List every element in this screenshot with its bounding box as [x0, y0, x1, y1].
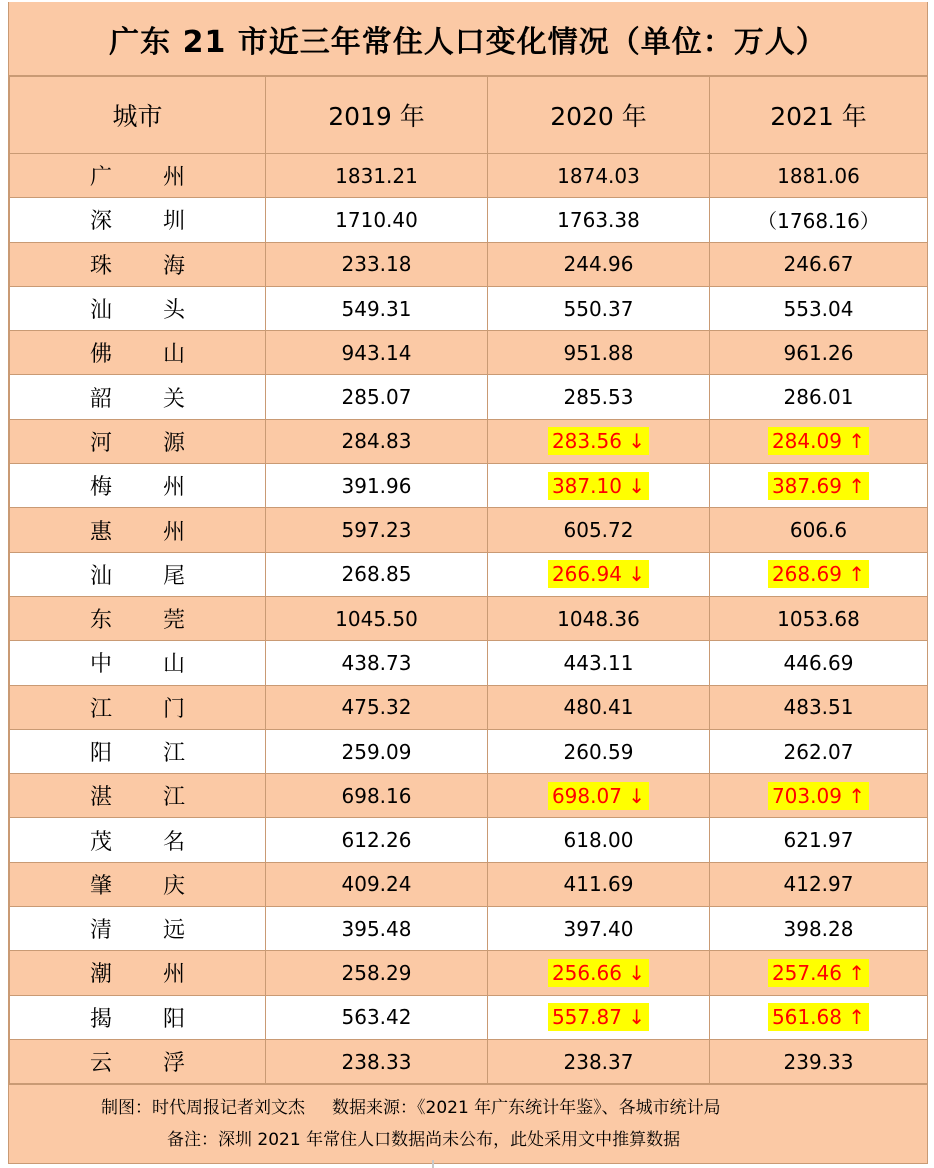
value-2021: 446.69 — [783, 650, 854, 675]
value-2019: 612.26 — [341, 828, 412, 853]
city-char-1: 江 — [90, 696, 113, 722]
city-cell — [10, 1039, 266, 1083]
value-2020: 605.72 — [563, 518, 634, 543]
city-cell — [10, 995, 266, 1039]
value-cell-2020 — [488, 331, 710, 375]
city-name — [90, 160, 185, 191]
city-char-2: 浮 — [162, 1051, 185, 1077]
value-2021: （1768.16） — [757, 209, 880, 234]
city-cell — [10, 286, 266, 330]
header-2019: 2019 年 — [266, 77, 488, 154]
value-2019: 395.48 — [341, 916, 412, 941]
table-row — [10, 685, 928, 729]
value-2021: 553.04 — [783, 296, 854, 321]
value-cell-2019 — [266, 552, 488, 596]
value-cell-2021 — [710, 419, 928, 463]
value-2019: 259.09 — [341, 739, 412, 764]
city-name — [90, 603, 185, 634]
value-cell-2019 — [266, 774, 488, 818]
value-2020: 1874.03 — [557, 163, 640, 188]
city-name — [90, 426, 185, 457]
table-row — [10, 596, 928, 640]
value-2019: 391.96 — [341, 473, 412, 498]
table-row — [10, 242, 928, 286]
city-char-1: 茂 — [90, 829, 113, 855]
value-cell-2019 — [266, 641, 488, 685]
value-cell-2020 — [488, 862, 710, 906]
value-cell-2019 — [266, 198, 488, 242]
value-cell-2019 — [266, 375, 488, 419]
city-char-2: 州 — [162, 165, 185, 191]
city-cell — [10, 198, 266, 242]
city-name — [90, 780, 185, 811]
value-cell-2019 — [266, 729, 488, 773]
city-char-2: 莞 — [162, 608, 185, 634]
city-char-1: 云 — [90, 1051, 113, 1077]
value-cell-2020 — [488, 198, 710, 242]
city-name — [90, 515, 185, 546]
value-cell-2019 — [266, 464, 488, 508]
value-cell-2021 — [710, 951, 928, 995]
value-cell-2020 — [488, 818, 710, 862]
value-2021: 239.33 — [783, 1049, 854, 1074]
value-cell-2021 — [710, 286, 928, 330]
value-2020: 397.40 — [563, 916, 634, 941]
city-cell — [10, 154, 266, 198]
value-cell-2021 — [710, 508, 928, 552]
value-2019: 563.42 — [341, 1005, 412, 1030]
city-name — [90, 293, 185, 324]
value-2021: 268.69 ↑ — [768, 560, 869, 588]
value-2020: 256.66 ↓ — [548, 959, 649, 987]
value-2019: 1710.40 — [335, 207, 418, 232]
table-row — [10, 641, 928, 685]
city-cell — [10, 774, 266, 818]
value-2020: 618.00 — [563, 828, 634, 853]
value-cell-2021 — [710, 464, 928, 508]
value-2021: 483.51 — [783, 695, 854, 720]
value-cell-2020 — [488, 951, 710, 995]
city-char-2: 江 — [162, 741, 185, 766]
value-cell-2020 — [488, 995, 710, 1039]
value-cell-2021 — [710, 729, 928, 773]
city-cell — [10, 685, 266, 729]
city-name — [90, 913, 185, 944]
value-2020: 238.37 — [563, 1049, 634, 1074]
value-2020: 1763.38 — [557, 207, 640, 232]
value-cell-2021 — [710, 641, 928, 685]
value-2021: 621.97 — [783, 828, 854, 853]
city-char-1: 揭 — [90, 1006, 113, 1032]
table-row — [10, 419, 928, 463]
city-char-1: 清 — [90, 918, 113, 944]
value-2020: 260.59 — [563, 739, 634, 764]
value-2021: 257.46 ↑ — [768, 959, 869, 987]
value-cell-2019 — [266, 154, 488, 198]
city-char-1: 佛 — [90, 342, 113, 368]
value-2021: 412.97 — [783, 872, 854, 897]
value-cell-2019 — [266, 242, 488, 286]
city-cell — [10, 464, 266, 508]
table-row — [10, 286, 928, 330]
table-row — [10, 464, 928, 508]
value-2021: 398.28 — [783, 916, 854, 941]
city-char-2: 门 — [162, 696, 185, 722]
value-cell-2020 — [488, 596, 710, 640]
value-cell-2021 — [710, 774, 928, 818]
value-2020: 698.07 ↓ — [548, 782, 649, 810]
value-2019: 1831.21 — [335, 163, 418, 188]
city-name — [90, 204, 185, 235]
city-char-2: 江 — [162, 785, 185, 811]
value-2020: 951.88 — [563, 340, 634, 365]
value-2020: 283.56 ↓ — [548, 427, 649, 455]
city-cell — [10, 419, 266, 463]
city-name — [90, 382, 185, 413]
city-char-1: 广 — [90, 165, 113, 191]
table-row — [10, 995, 928, 1039]
value-2021: 286.01 — [783, 385, 854, 410]
city-char-2: 远 — [162, 918, 185, 944]
table-row — [10, 1039, 928, 1083]
value-2019: 549.31 — [341, 296, 412, 321]
value-2019: 597.23 — [341, 518, 412, 543]
value-cell-2019 — [266, 419, 488, 463]
city-char-2: 州 — [162, 962, 185, 988]
city-char-1: 阳 — [90, 741, 113, 766]
value-cell-2019 — [266, 596, 488, 640]
value-2019: 438.73 — [341, 650, 412, 675]
city-char-1: 珠 — [90, 253, 113, 279]
value-cell-2019 — [266, 1039, 488, 1083]
city-char-1: 深 — [90, 209, 113, 235]
value-cell-2021 — [710, 552, 928, 596]
table-row — [10, 552, 928, 596]
table-row — [10, 375, 928, 419]
value-2020: 550.37 — [563, 296, 634, 321]
city-char-2: 圳 — [162, 209, 185, 235]
city-char-2: 山 — [162, 652, 185, 678]
value-2019: 1045.50 — [335, 606, 418, 631]
header-city: 城市 — [10, 77, 266, 154]
value-2021: 1881.06 — [777, 163, 860, 188]
city-char-2: 州 — [162, 519, 185, 545]
table-row — [10, 331, 928, 375]
city-name — [90, 647, 185, 678]
value-cell-2020 — [488, 286, 710, 330]
table-row — [10, 198, 928, 242]
value-cell-2020 — [488, 552, 710, 596]
value-2021: 387.69 ↑ — [768, 472, 869, 500]
city-name — [90, 692, 185, 723]
city-char-1: 河 — [90, 430, 113, 456]
city-name — [90, 825, 185, 856]
value-cell-2020 — [488, 641, 710, 685]
city-char-2: 阳 — [162, 1006, 185, 1032]
city-char-1: 中 — [90, 652, 113, 678]
city-cell — [10, 907, 266, 951]
value-cell-2020 — [488, 1039, 710, 1083]
table-row — [10, 154, 928, 198]
value-cell-2021 — [710, 242, 928, 286]
value-cell-2020 — [488, 907, 710, 951]
value-cell-2020 — [488, 375, 710, 419]
value-cell-2019 — [266, 331, 488, 375]
city-char-1: 梅 — [90, 475, 113, 501]
value-2020: 266.94 ↓ — [548, 560, 649, 588]
city-cell — [10, 508, 266, 552]
value-cell-2019 — [266, 286, 488, 330]
value-cell-2019 — [266, 818, 488, 862]
value-cell-2021 — [710, 154, 928, 198]
city-cell — [10, 331, 266, 375]
value-cell-2019 — [266, 951, 488, 995]
header-2020: 2020 年 — [488, 77, 710, 154]
value-cell-2019 — [266, 862, 488, 906]
city-name — [90, 957, 185, 988]
value-2021: 703.09 ↑ — [768, 782, 869, 810]
value-2020: 411.69 — [563, 872, 634, 897]
city-char-1: 潮 — [90, 962, 113, 988]
city-char-1: 惠 — [90, 519, 113, 545]
value-2019: 698.16 — [341, 783, 412, 808]
city-char-2: 山 — [162, 342, 185, 368]
value-2021: 1053.68 — [777, 606, 860, 631]
value-cell-2021 — [710, 818, 928, 862]
value-cell-2020 — [488, 464, 710, 508]
city-name — [90, 337, 185, 368]
value-cell-2020 — [488, 729, 710, 773]
value-2020: 387.10 ↓ — [548, 472, 649, 500]
city-cell — [10, 818, 266, 862]
city-char-1: 湛 — [90, 785, 113, 811]
footer-note: 备注：深圳 2021 年常住人口数据尚未公布，此处采用文中推算数据 — [167, 1130, 681, 1151]
value-2021: 262.07 — [783, 739, 854, 764]
city-char-2: 名 — [162, 829, 185, 855]
value-cell-2021 — [710, 596, 928, 640]
value-2020: 557.87 ↓ — [548, 1003, 649, 1031]
scrollbar-tick — [432, 1160, 434, 1168]
city-name — [90, 1002, 185, 1033]
value-2021: 284.09 ↑ — [768, 427, 869, 455]
value-cell-2020 — [488, 508, 710, 552]
value-cell-2019 — [266, 907, 488, 951]
city-cell — [10, 862, 266, 906]
city-cell — [10, 951, 266, 995]
value-cell-2020 — [488, 419, 710, 463]
value-cell-2019 — [266, 508, 488, 552]
table-row — [10, 818, 928, 862]
table-row — [10, 774, 928, 818]
table-row — [10, 729, 928, 773]
value-cell-2020 — [488, 154, 710, 198]
header-2021: 2021 年 — [710, 77, 928, 154]
city-cell — [10, 641, 266, 685]
value-cell-2019 — [266, 685, 488, 729]
city-char-2: 关 — [162, 386, 185, 412]
value-2019: 943.14 — [341, 340, 412, 365]
table-row — [10, 862, 928, 906]
value-2019: 238.33 — [341, 1049, 412, 1074]
value-cell-2021 — [710, 685, 928, 729]
population-sheet — [8, 2, 928, 1164]
value-2021: 246.67 — [783, 252, 854, 277]
value-2019: 258.29 — [341, 960, 412, 985]
value-cell-2021 — [710, 331, 928, 375]
sheet-footer — [9, 1084, 927, 1164]
value-2019: 233.18 — [341, 252, 412, 277]
value-cell-2021 — [710, 862, 928, 906]
table-row — [10, 907, 928, 951]
table-body — [10, 154, 928, 1084]
value-cell-2020 — [488, 685, 710, 729]
value-cell-2019 — [266, 995, 488, 1039]
city-char-1: 汕 — [90, 563, 113, 589]
city-cell — [10, 375, 266, 419]
value-2019: 285.07 — [341, 385, 412, 410]
city-name — [90, 559, 185, 590]
header-row — [10, 77, 928, 154]
value-2020: 244.96 — [563, 252, 634, 277]
value-2019: 475.32 — [341, 695, 412, 720]
city-cell — [10, 242, 266, 286]
value-2020: 443.11 — [563, 650, 634, 675]
city-char-1: 韶 — [90, 386, 113, 412]
value-cell-2021 — [710, 375, 928, 419]
city-char-2: 海 — [162, 253, 185, 279]
value-2020: 285.53 — [563, 385, 634, 410]
value-cell-2020 — [488, 774, 710, 818]
city-name — [90, 736, 185, 767]
city-char-1: 肇 — [90, 873, 113, 899]
sheet-title: 广东 21 市近三年常住人口变化情况（单位：万人） — [9, 2, 927, 76]
value-2021: 606.6 — [789, 518, 848, 543]
city-cell — [10, 596, 266, 640]
population-table — [9, 76, 928, 1084]
value-2021: 961.26 — [783, 340, 854, 365]
city-name — [90, 869, 185, 900]
city-char-2: 头 — [162, 298, 185, 324]
city-cell — [10, 729, 266, 773]
city-char-2: 州 — [162, 475, 185, 501]
city-char-1: 东 — [90, 608, 113, 634]
value-2021: 561.68 ↑ — [768, 1003, 869, 1031]
city-cell — [10, 552, 266, 596]
value-cell-2021 — [710, 198, 928, 242]
table-row — [10, 508, 928, 552]
table-row — [10, 951, 928, 995]
value-cell-2021 — [710, 907, 928, 951]
city-char-2: 尾 — [162, 563, 185, 589]
value-cell-2021 — [710, 995, 928, 1039]
value-cell-2021 — [710, 1039, 928, 1083]
value-2019: 268.85 — [341, 562, 412, 587]
city-char-1: 汕 — [90, 298, 113, 324]
city-char-2: 源 — [162, 430, 185, 456]
city-char-2: 庆 — [162, 873, 185, 899]
value-cell-2020 — [488, 242, 710, 286]
footer-credit: 制图：时代周报记者刘文杰 数据来源：《2021 年广东统计年鉴》、各城市统计局 — [101, 1098, 721, 1119]
value-2020: 1048.36 — [557, 606, 640, 631]
city-name — [90, 1046, 185, 1077]
value-2019: 409.24 — [341, 872, 412, 897]
city-name — [90, 249, 185, 280]
value-2020: 480.41 — [563, 695, 634, 720]
city-name — [90, 470, 185, 501]
value-2019: 284.83 — [341, 429, 412, 454]
